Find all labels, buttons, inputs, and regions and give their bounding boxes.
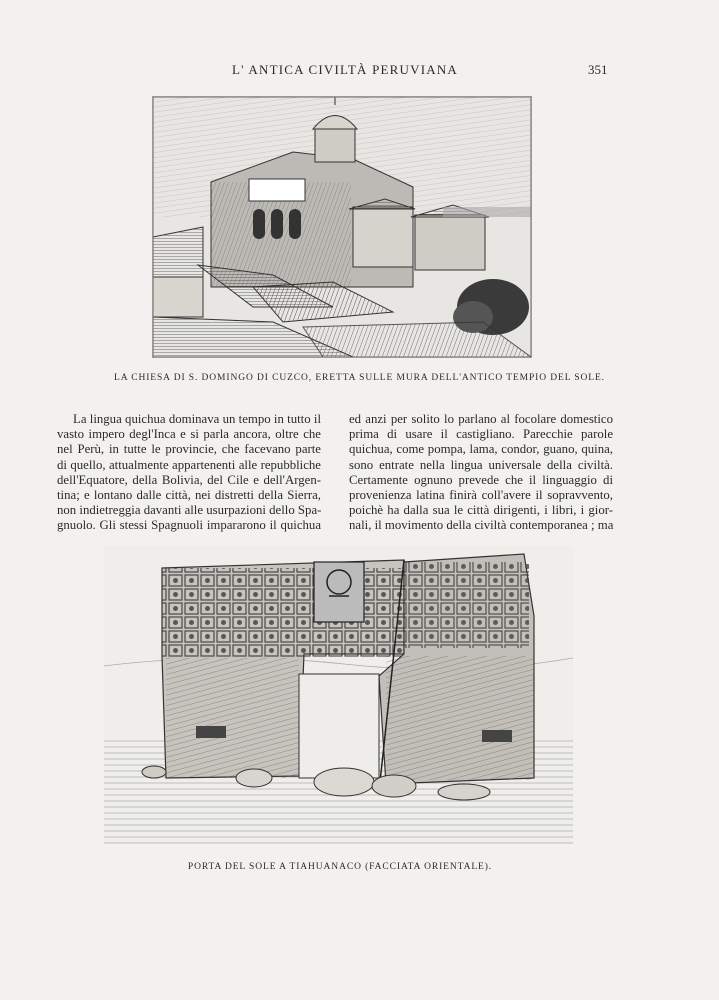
right-column	[349, 412, 613, 534]
text-line: nel Perù, in tutte le provincie, che facevano parte	[57, 442, 321, 457]
church-engraving-drawing	[153, 97, 531, 357]
gate-of-sun-drawing	[104, 546, 573, 844]
text-line: nali, il movimento della civiltà contemporanea ; ma	[349, 518, 614, 533]
running-head	[0, 62, 719, 80]
text-line: tina; e lontano dalle città, nei distretti della Sierra,	[57, 488, 321, 503]
text-line: prima di usare il castigliano. Parecchie parole	[349, 427, 613, 442]
text-line: di quello, attualmente appartenenti alle repubbliche	[57, 457, 321, 472]
text-line: quichua, come pompa, lama, condor, guano, quina,	[349, 442, 613, 457]
page-number: 351	[588, 62, 608, 77]
left-column	[57, 412, 321, 534]
bottom-figure-caption: PORTA DEL SOLE A TIAHUANACO (FACCIATA ORIENTALE).	[187, 862, 493, 872]
text-line: gnuolo. Gli stessi Spagnuoli impararono il quichua	[57, 518, 321, 533]
gate-of-sun-engraving	[104, 546, 573, 844]
text-line: La lingua quichua dominava un tempo in tutto il	[73, 412, 321, 426]
text-line: vasto impero degl'Inca e si parla ancora, oltre che	[57, 427, 321, 442]
text-line: provenienza latina finirà coll'avere il sopravvento,	[349, 488, 613, 503]
text-line: poichè ha dalla sua le città dirigenti, i libri, i gior-	[349, 503, 613, 518]
church-engraving	[152, 96, 532, 358]
text-line: Certamente ognuno prevede che il linguaggio di	[349, 472, 613, 487]
text-line: ed anzi per solito lo parlano al focolare domestico	[349, 412, 613, 426]
top-figure-caption: LA CHIESA DI S. DOMINGO DI CUZCO, ERETTA SULLE MURA DELL'ANTICO TEMPIO DEL SOLE.	[114, 373, 605, 383]
running-title: L' ANTICA CIVILTÀ PERUVIANA	[232, 62, 459, 77]
text-line: non indietreggia davanti alle usurpazioni dello Spa-	[57, 503, 322, 518]
text-line: dell'Equatore, della Bolivia, del Cile e dell'Argen-	[57, 472, 321, 487]
text-line: sono entrate nella lingua universale della civiltà.	[349, 457, 613, 472]
